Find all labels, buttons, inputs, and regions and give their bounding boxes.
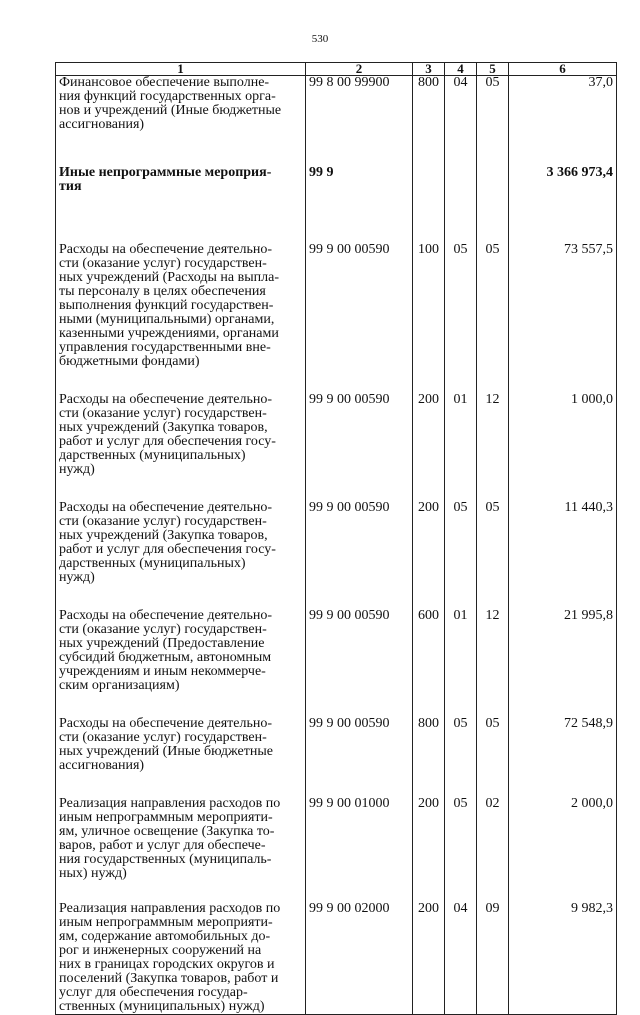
row-rz-text: 05	[453, 242, 468, 257]
row-amount	[509, 382, 617, 490]
row-vr	[413, 76, 445, 149]
row-description	[56, 598, 306, 706]
description-line: сти (оказание услуг) государствен-	[59, 256, 267, 271]
row-vr-text: 100	[418, 242, 439, 257]
description-line: ных учреждений (Закупка товаров,	[59, 420, 268, 435]
row-pr	[477, 76, 509, 149]
description-line: выполнения функций государствен-	[59, 298, 274, 313]
row-code-text: 99 8 00 99900	[309, 75, 390, 90]
row-rz	[445, 786, 477, 891]
row-pr	[477, 598, 509, 706]
row-vr-text: 600	[418, 608, 439, 623]
row-code-text: 99 9 00 00590	[309, 392, 390, 407]
description-line: казенными учреждениями, органами	[59, 326, 279, 341]
description-line: ассигнования)	[59, 117, 145, 132]
row-code	[306, 382, 413, 490]
row-pr-text: 05	[485, 500, 500, 515]
row-vr	[413, 382, 445, 490]
description-line: поселений (Закупка товаров, работ и	[59, 971, 279, 986]
description-line: иным непрограммным мероприяти-	[59, 810, 273, 825]
row-vr-text: 200	[418, 500, 439, 515]
table-row	[56, 786, 617, 891]
description-line: управления государственными вне-	[59, 340, 271, 355]
row-amount	[509, 76, 617, 149]
header-col-2: 2	[306, 63, 413, 76]
row-rz	[445, 706, 477, 786]
row-amount	[509, 217, 617, 382]
row-code-text: 99 9	[309, 165, 334, 180]
row-code	[306, 786, 413, 891]
description-line: Расходы на обеспечение деятельно-	[59, 242, 272, 257]
row-vr-text: 200	[418, 796, 439, 811]
row-amount-text: 1 000,0	[571, 392, 613, 407]
table-row	[56, 490, 617, 598]
row-code	[306, 490, 413, 598]
description-line: Реализация направления расходов по	[59, 901, 281, 916]
table-row	[56, 217, 617, 382]
row-rz	[445, 382, 477, 490]
row-description	[56, 706, 306, 786]
row-description	[56, 891, 306, 1015]
row-rz	[445, 217, 477, 382]
row-rz-text: 01	[453, 608, 468, 623]
table-row	[56, 706, 617, 786]
row-pr	[477, 490, 509, 598]
row-code-text: 99 9 00 00590	[309, 608, 390, 623]
row-code	[306, 598, 413, 706]
description-line: ям, содержание автомобильных до-	[59, 929, 271, 944]
row-pr-text: 05	[485, 242, 500, 257]
row-code	[306, 76, 413, 149]
row-code-text: 99 9 00 00590	[309, 500, 390, 515]
description-line: иным непрограммным мероприяти-	[59, 915, 273, 930]
row-description	[56, 148, 306, 217]
description-line: сти (оказание услуг) государствен-	[59, 730, 267, 745]
row-vr	[413, 706, 445, 786]
description-line: услуг для обеспечения государ-	[59, 985, 248, 1000]
row-code-text: 99 9 00 00590	[309, 716, 390, 731]
row-pr	[477, 148, 509, 217]
row-pr	[477, 217, 509, 382]
row-description	[56, 76, 306, 149]
description-line: бюджетными фондами)	[59, 354, 200, 369]
description-line: Расходы на обеспечение деятельно-	[59, 716, 272, 731]
row-rz	[445, 598, 477, 706]
description-line: рог и инженерных сооружений на	[59, 943, 262, 958]
row-rz	[445, 76, 477, 149]
row-pr	[477, 706, 509, 786]
row-pr-text: 02	[485, 796, 500, 811]
row-vr-text: 800	[418, 716, 439, 731]
description-line: нов и учреждений (Иные бюджетные	[59, 103, 282, 118]
row-amount-text: 37,0	[588, 75, 613, 90]
description-line: нужд)	[59, 570, 95, 585]
table-row	[56, 598, 617, 706]
description-line: ассигнования)	[59, 758, 145, 773]
description-line: ных учреждений (Закупка товаров,	[59, 528, 268, 543]
description-line: Реализация направления расходов по	[59, 796, 281, 811]
row-amount-text: 2 000,0	[571, 796, 613, 811]
description-line: Расходы на обеспечение деятельно-	[59, 500, 272, 515]
row-rz	[445, 891, 477, 1015]
description-line: дарственных (муниципальных)	[59, 556, 246, 571]
row-amount-text: 9 982,3	[571, 901, 613, 916]
row-rz-text: 04	[453, 901, 468, 916]
description-line: учреждениям и иным некоммерче-	[59, 664, 266, 679]
header-col-6: 6	[509, 63, 617, 76]
description-line: сти (оказание услуг) государствен-	[59, 514, 267, 529]
description-line: нужд)	[59, 462, 95, 477]
table-row	[56, 76, 617, 149]
description-line: Расходы на обеспечение деятельно-	[59, 608, 272, 623]
row-pr-text: 09	[485, 901, 500, 916]
row-vr	[413, 490, 445, 598]
row-rz-text: 04	[453, 75, 468, 90]
row-rz-text: 05	[453, 796, 468, 811]
row-vr-text: 200	[418, 392, 439, 407]
row-pr	[477, 382, 509, 490]
header-col-1: 1	[56, 63, 306, 76]
row-vr	[413, 786, 445, 891]
row-amount-text: 21 995,8	[564, 608, 613, 623]
row-amount	[509, 706, 617, 786]
description-line: дарственных (муниципальных)	[59, 448, 246, 463]
row-rz	[445, 490, 477, 598]
row-rz	[445, 148, 477, 217]
row-description	[56, 217, 306, 382]
header-col-3: 3	[413, 63, 445, 76]
row-pr-text: 05	[485, 75, 500, 90]
description-line: ных учреждений (Иные бюджетные	[59, 744, 273, 759]
row-code	[306, 148, 413, 217]
description-line: работ и услуг для обеспечения госу-	[59, 434, 276, 449]
row-code-text: 99 9 00 01000	[309, 796, 390, 811]
description-line: ными (муниципальными) органами,	[59, 312, 275, 327]
row-vr	[413, 598, 445, 706]
row-vr	[413, 148, 445, 217]
row-amount	[509, 598, 617, 706]
description-line: сти (оказание услуг) государствен-	[59, 622, 267, 637]
row-description	[56, 382, 306, 490]
row-description	[56, 490, 306, 598]
row-pr-text: 05	[485, 716, 500, 731]
budget-table	[55, 62, 617, 1015]
description-line: Иные непрограммные мероприя-	[59, 165, 272, 180]
row-pr	[477, 786, 509, 891]
row-rz-text: 01	[453, 392, 468, 407]
table-row	[56, 382, 617, 490]
header-col-4: 4	[445, 63, 477, 76]
table-body	[56, 76, 617, 1015]
row-code-text: 99 9 00 00590	[309, 242, 390, 257]
row-vr-text: 800	[418, 75, 439, 90]
row-pr	[477, 891, 509, 1015]
description-line: ных учреждений (Предоставление	[59, 636, 265, 651]
row-vr	[413, 217, 445, 382]
table-header-row	[56, 63, 617, 76]
header-col-5: 5	[477, 63, 509, 76]
row-amount	[509, 786, 617, 891]
row-code	[306, 217, 413, 382]
row-amount-text: 3 366 973,4	[546, 165, 613, 180]
description-line: ния функций государственных орга-	[59, 89, 276, 104]
row-amount	[509, 148, 617, 217]
row-code-text: 99 9 00 02000	[309, 901, 390, 916]
description-line: ния государственных (муниципаль-	[59, 852, 272, 867]
row-pr-text: 12	[485, 608, 500, 623]
row-amount-text: 73 557,5	[564, 242, 613, 257]
description-line: Финансовое обеспечение выполне-	[59, 75, 270, 90]
description-line: тия	[59, 179, 82, 194]
row-code	[306, 891, 413, 1015]
description-line: сти (оказание услуг) государствен-	[59, 406, 267, 421]
description-line: ям, уличное освещение (Закупка то-	[59, 824, 275, 839]
row-code	[306, 706, 413, 786]
row-amount-text: 11 440,3	[564, 500, 613, 515]
description-line: Расходы на обеспечение деятельно-	[59, 392, 272, 407]
table-row	[56, 891, 617, 1015]
description-line: ским организациям)	[59, 678, 180, 693]
table-row	[56, 148, 617, 217]
row-amount	[509, 490, 617, 598]
row-amount	[509, 891, 617, 1015]
page-number: 530	[311, 33, 329, 45]
row-description	[56, 786, 306, 891]
description-line: варов, работ и услуг для обеспече-	[59, 838, 266, 853]
description-line: ты персоналу в целях обеспечения	[59, 284, 266, 299]
description-line: ных) нужд)	[59, 866, 127, 881]
row-amount-text: 72 548,9	[564, 716, 613, 731]
description-line: ственных (муниципальных) нужд)	[59, 999, 265, 1014]
description-line: ных учреждений (Расходы на выпла-	[59, 270, 280, 285]
row-pr-text: 12	[485, 392, 500, 407]
description-line: работ и услуг для обеспечения госу-	[59, 542, 276, 557]
row-rz-text: 05	[453, 500, 468, 515]
row-rz-text: 05	[453, 716, 468, 731]
description-line: них в границах городских округов и	[59, 957, 275, 972]
row-vr	[413, 891, 445, 1015]
row-vr-text: 200	[418, 901, 439, 916]
description-line: субсидий бюджетным, автономным	[59, 650, 272, 665]
